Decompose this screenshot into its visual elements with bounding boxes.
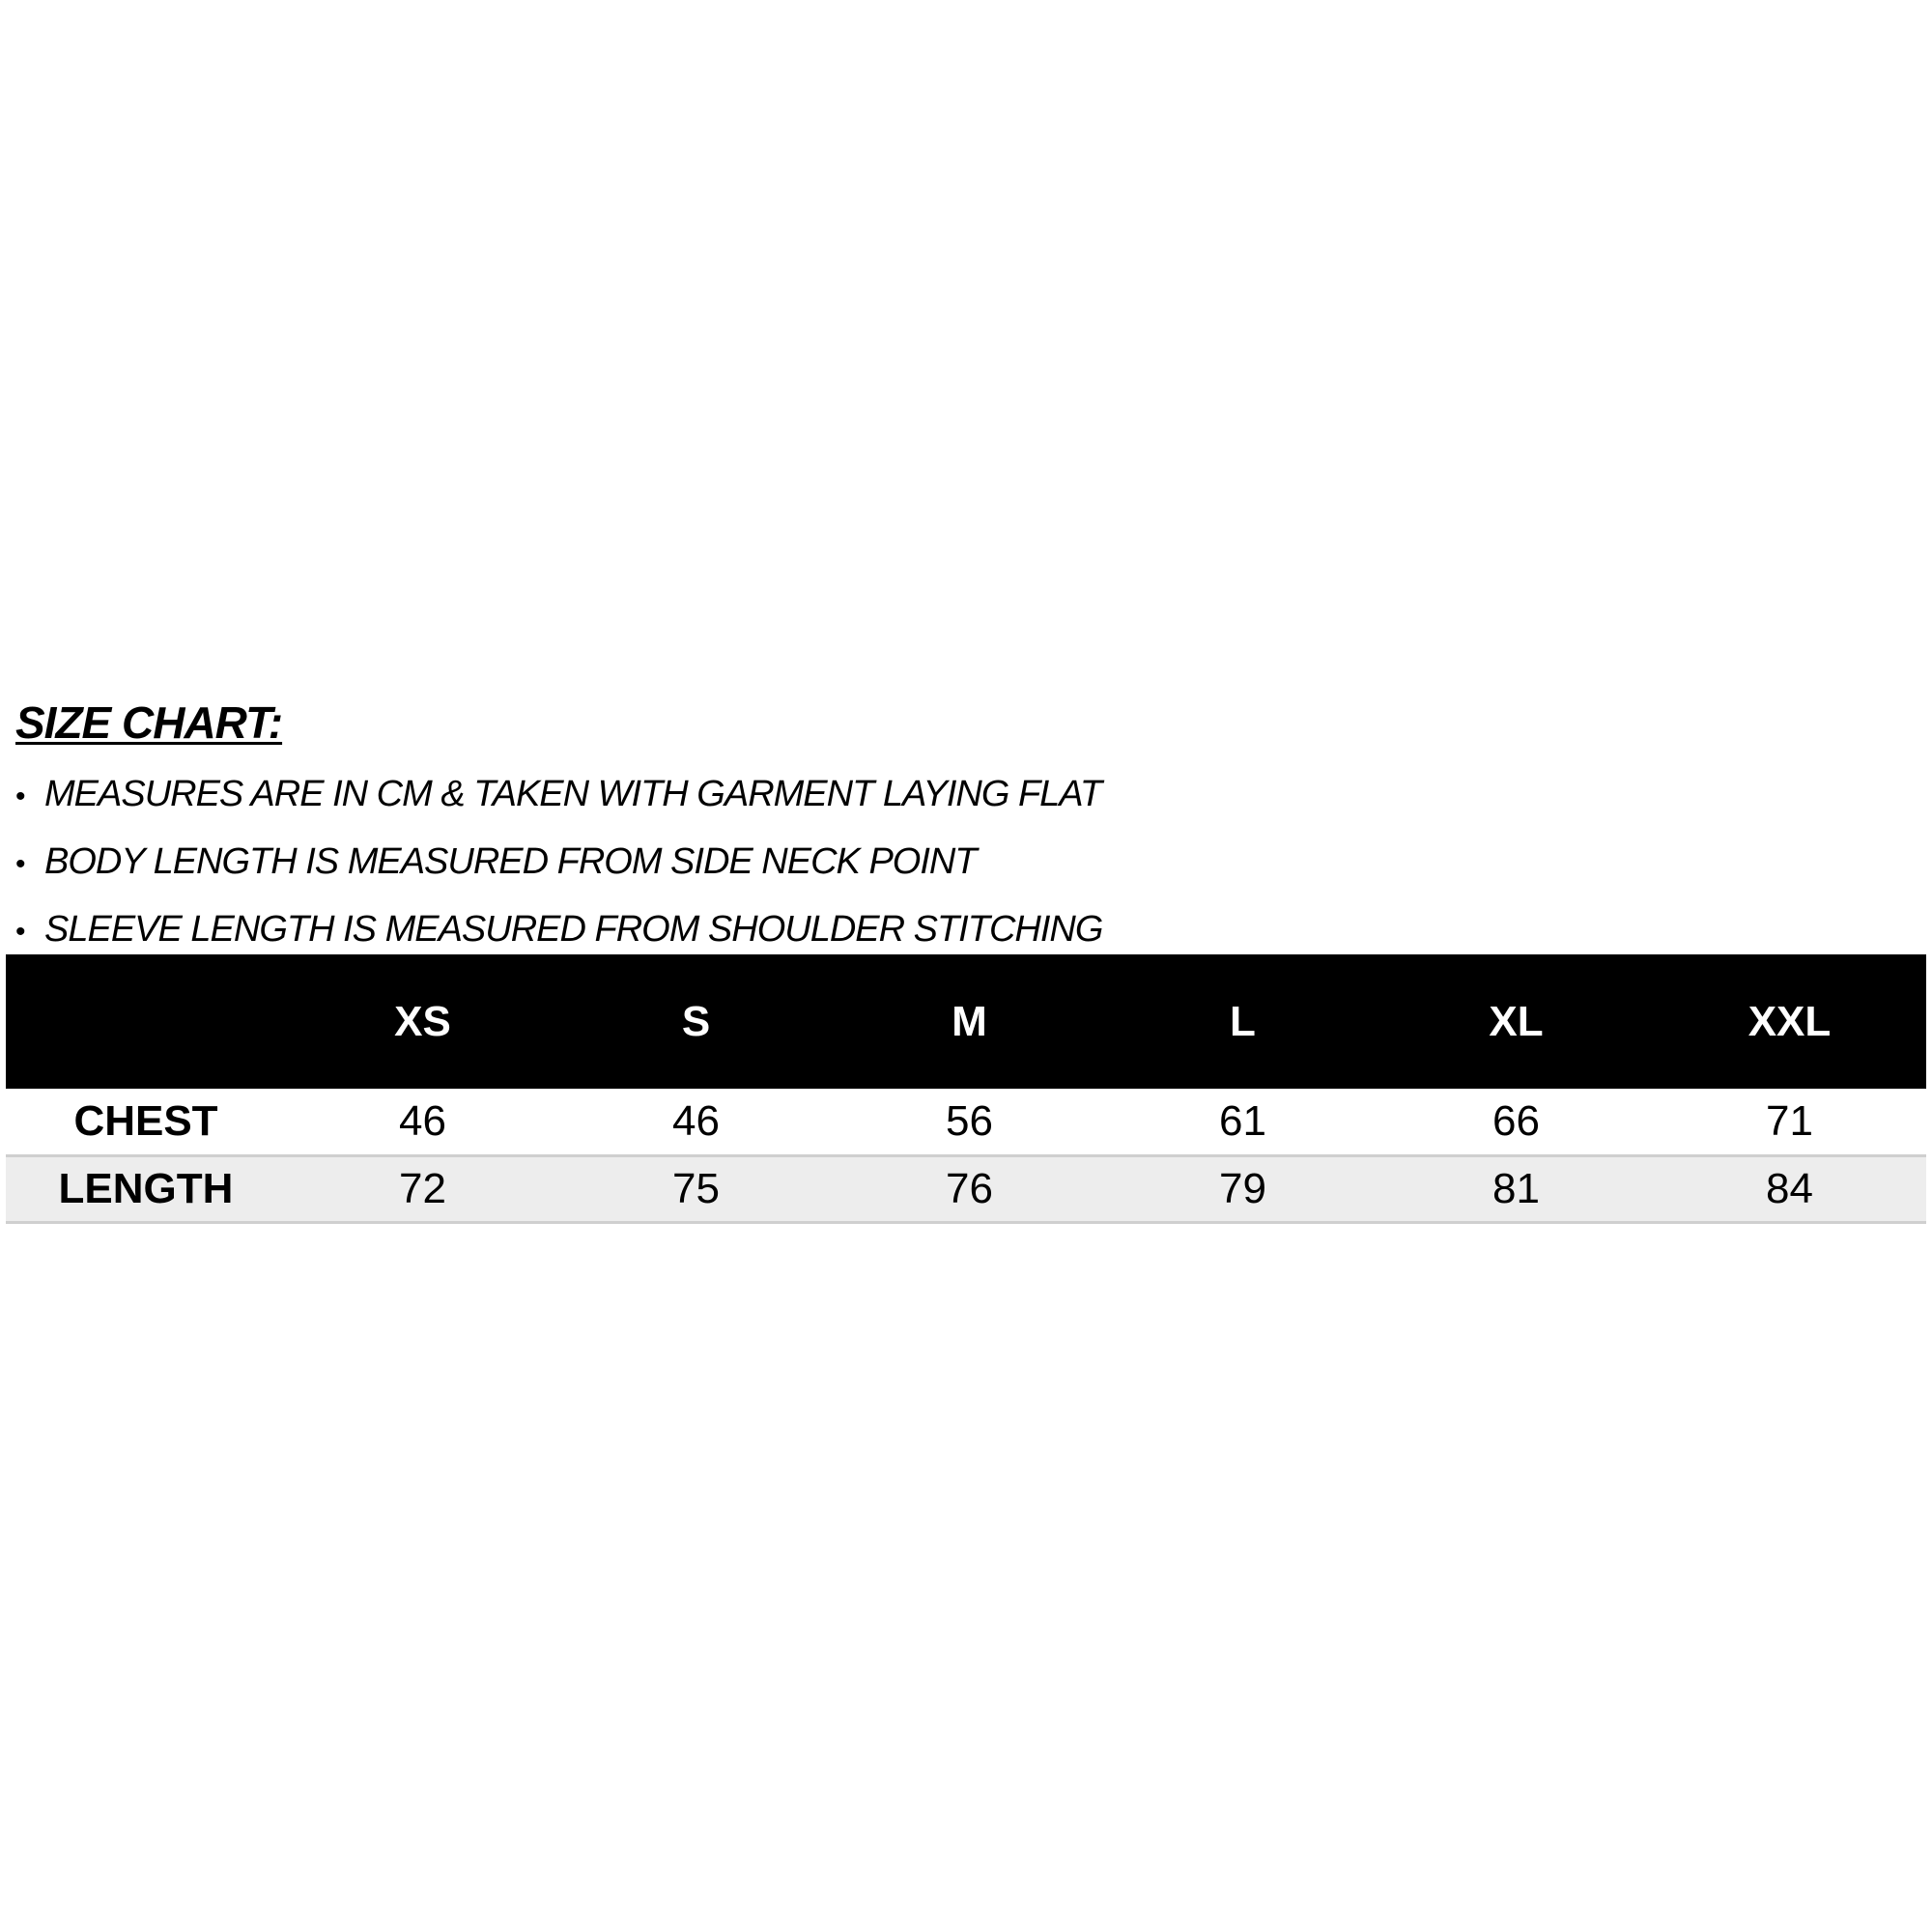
header-corner-cell [6, 954, 286, 1089]
size-header-xl: XL [1489, 997, 1544, 1045]
table-cell: 61 [1219, 1096, 1266, 1145]
table-row-chest [6, 1089, 1926, 1155]
size-table [6, 954, 1926, 1224]
table-cell: 75 [672, 1164, 720, 1212]
size-header-row [6, 954, 1926, 1089]
bullet-icon: • [15, 848, 25, 880]
row-label-length: LENGTH [58, 1164, 234, 1212]
table-cell: 81 [1492, 1164, 1540, 1212]
size-header-l: L [1230, 997, 1256, 1045]
table-cell: 56 [946, 1096, 993, 1145]
note-item [15, 835, 1102, 902]
measurement-notes [15, 767, 1102, 970]
note-text: MEASURES ARE IN CM & TAKEN WITH GARMENT LAYING FLAT [44, 774, 1102, 814]
note-text: SLEEVE LENGTH IS MEASURED FROM SHOULDER STITCHING [44, 909, 1103, 950]
table-cell: 46 [399, 1096, 446, 1145]
table-cell: 84 [1766, 1164, 1813, 1212]
size-header-xs: XS [394, 997, 451, 1045]
table-cell: 72 [399, 1164, 446, 1212]
size-header-xxl: XXL [1747, 997, 1832, 1045]
table-cell: 46 [672, 1096, 720, 1145]
size-chart-heading: SIZE CHART: [15, 697, 283, 748]
note-text: BODY LENGTH IS MEASURED FROM SIDE NECK POINT [44, 841, 977, 882]
bullet-icon: • [15, 916, 25, 948]
row-label-chest: CHEST [73, 1096, 218, 1145]
bullet-icon: • [15, 781, 25, 812]
table-cell: 71 [1766, 1096, 1813, 1145]
table-row-length [6, 1155, 1926, 1222]
table-cell: 66 [1492, 1096, 1540, 1145]
table-cell: 76 [946, 1164, 993, 1212]
table-cell: 79 [1219, 1164, 1266, 1212]
note-item [15, 767, 1102, 835]
size-header-s: S [681, 997, 711, 1045]
size-header-m: M [952, 997, 987, 1045]
